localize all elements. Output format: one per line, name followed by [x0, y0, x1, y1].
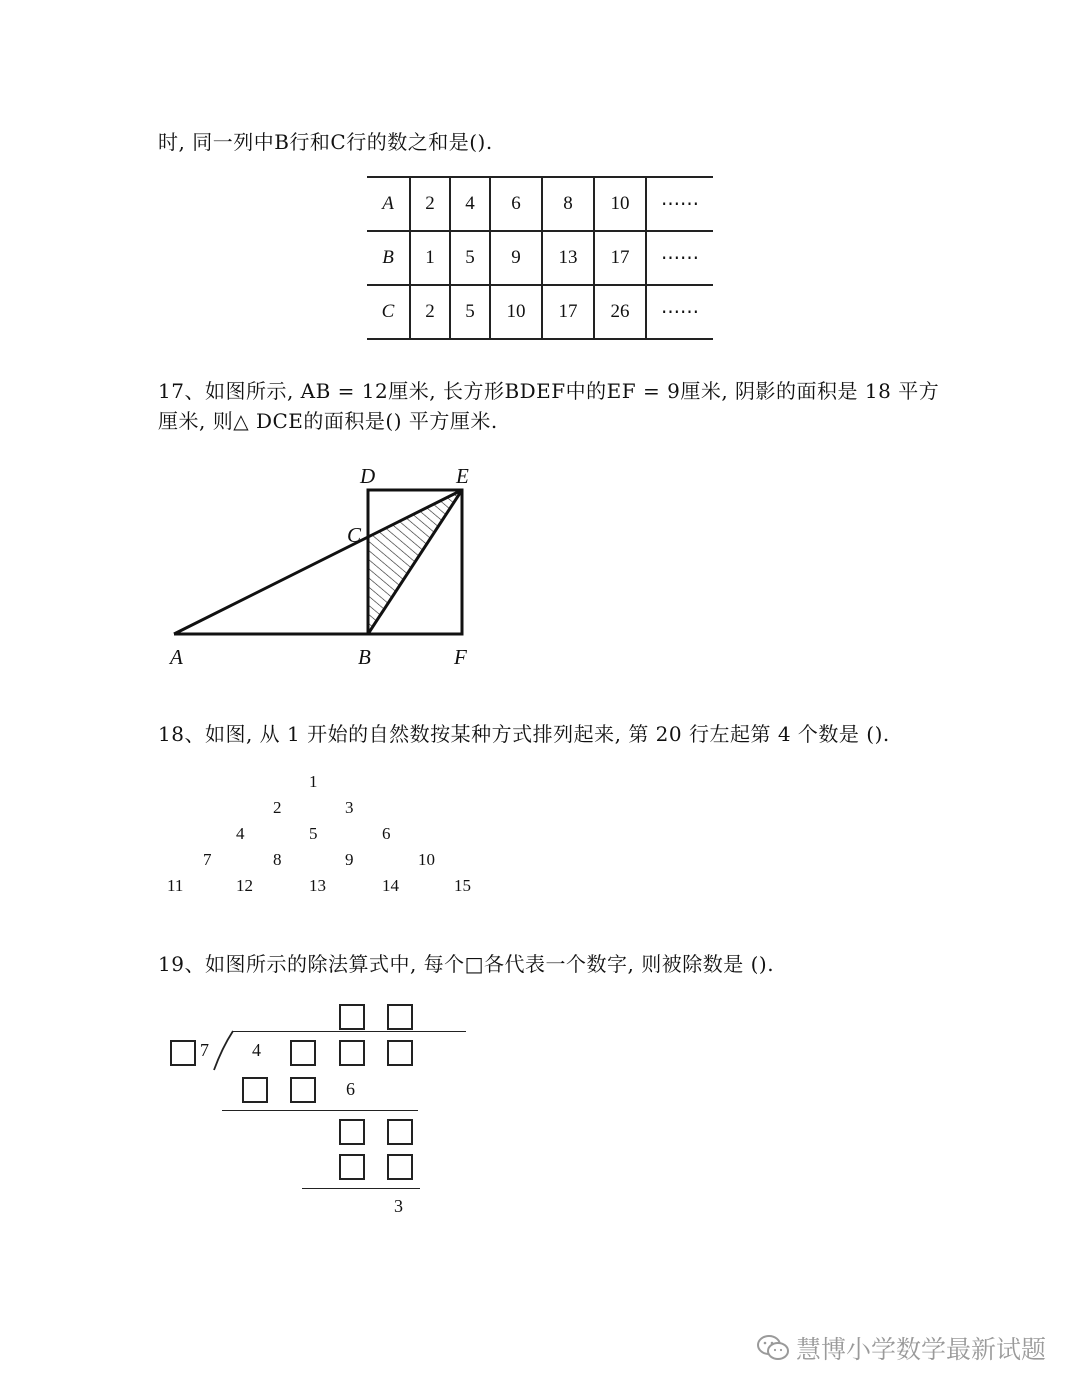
division-bracket [212, 1030, 236, 1072]
wechat-icon [756, 1334, 790, 1368]
triangle-number: 8 [273, 850, 282, 869]
divisor-digit: 7 [200, 1040, 209, 1060]
table-row [367, 177, 713, 231]
label-c: C [347, 523, 362, 547]
table-cell: 1 [410, 231, 450, 285]
label-e: E [456, 464, 469, 488]
triangle-number: 5 [309, 824, 318, 843]
digit-box [387, 1004, 413, 1030]
triangle-number: 12 [236, 876, 253, 895]
table-cell: ⋯⋯ [646, 285, 713, 339]
table-cell: 5 [450, 285, 490, 339]
division-bar [233, 1031, 466, 1032]
table-cell: 2 [410, 177, 450, 231]
table-cell: 17 [542, 285, 594, 339]
triangle-number: 15 [454, 876, 471, 895]
triangle-number: 14 [382, 876, 399, 895]
subtraction-line [302, 1188, 420, 1189]
row-label: C [367, 285, 410, 339]
triangle-number: 6 [382, 824, 391, 843]
table-cell: 4 [450, 177, 490, 231]
triangle-number: 10 [418, 850, 435, 869]
table-cell: 2 [410, 285, 450, 339]
row-label: B [367, 231, 410, 285]
triangle-number: 9 [345, 850, 354, 869]
digit-box [339, 1154, 365, 1180]
subtraction-line [222, 1110, 418, 1111]
watermark-text: 慧博小学数学最新试题 [795, 1335, 1046, 1364]
q17-line1: 17、如图所示, AB = 12厘米, 长方形BDEF中的EF = 9厘米, 阴影的面积是 18 平方 [158, 379, 940, 403]
digit-box [170, 1040, 196, 1066]
geometry-figure [160, 458, 490, 673]
dividend-digit: 4 [252, 1040, 261, 1060]
triangle-number: 7 [203, 850, 212, 869]
q19-text: 19、如图所示的除法算式中, 每个□各代表一个数字, 则被除数是 (). [158, 952, 775, 976]
label-b: B [358, 645, 371, 669]
table-cell: 5 [450, 231, 490, 285]
watermark [756, 1330, 1046, 1368]
remainder: 3 [394, 1196, 403, 1216]
table-cell: ⋯⋯ [646, 177, 713, 231]
table-cell: ⋯⋯ [646, 231, 713, 285]
table-row [367, 285, 713, 339]
triangle-number: 13 [309, 876, 326, 895]
table-cell: 10 [594, 177, 646, 231]
label-a: A [170, 645, 183, 669]
line-ae [174, 490, 462, 634]
triangle-number: 1 [309, 772, 318, 791]
q17-line2: 厘米, 则△ DCE的面积是() 平方厘米. [158, 409, 498, 433]
digit-box [387, 1119, 413, 1145]
digit-box [387, 1154, 413, 1180]
digit-box [339, 1004, 365, 1030]
digit-box [387, 1040, 413, 1066]
digit-box [242, 1077, 268, 1103]
sequence-table [367, 176, 713, 340]
q18-text: 18、如图, 从 1 开始的自然数按某种方式排列起来, 第 20 行左起第 4 个数是 (). [158, 722, 890, 746]
label-f: F [454, 645, 467, 669]
table-cell: 10 [490, 285, 542, 339]
table-cell: 8 [542, 177, 594, 231]
label-d: D [360, 464, 376, 488]
q16-tail-text: 时, 同一列中B行和C行的数之和是(). [158, 130, 493, 154]
table-cell: 13 [542, 231, 594, 285]
triangle-number: 2 [273, 798, 282, 817]
triangle-number: 4 [236, 824, 245, 843]
digit-box [290, 1040, 316, 1066]
digit-box [339, 1040, 365, 1066]
triangle-number: 11 [167, 876, 184, 895]
partial-digit: 6 [346, 1079, 355, 1099]
table-cell: 6 [490, 177, 542, 231]
digit-box [339, 1119, 365, 1145]
table-cell: 9 [490, 231, 542, 285]
table-cell: 26 [594, 285, 646, 339]
table-cell: 17 [594, 231, 646, 285]
triangle-number: 3 [345, 798, 354, 817]
table-row [367, 231, 713, 285]
digit-box [290, 1077, 316, 1103]
row-label: A [367, 177, 410, 231]
